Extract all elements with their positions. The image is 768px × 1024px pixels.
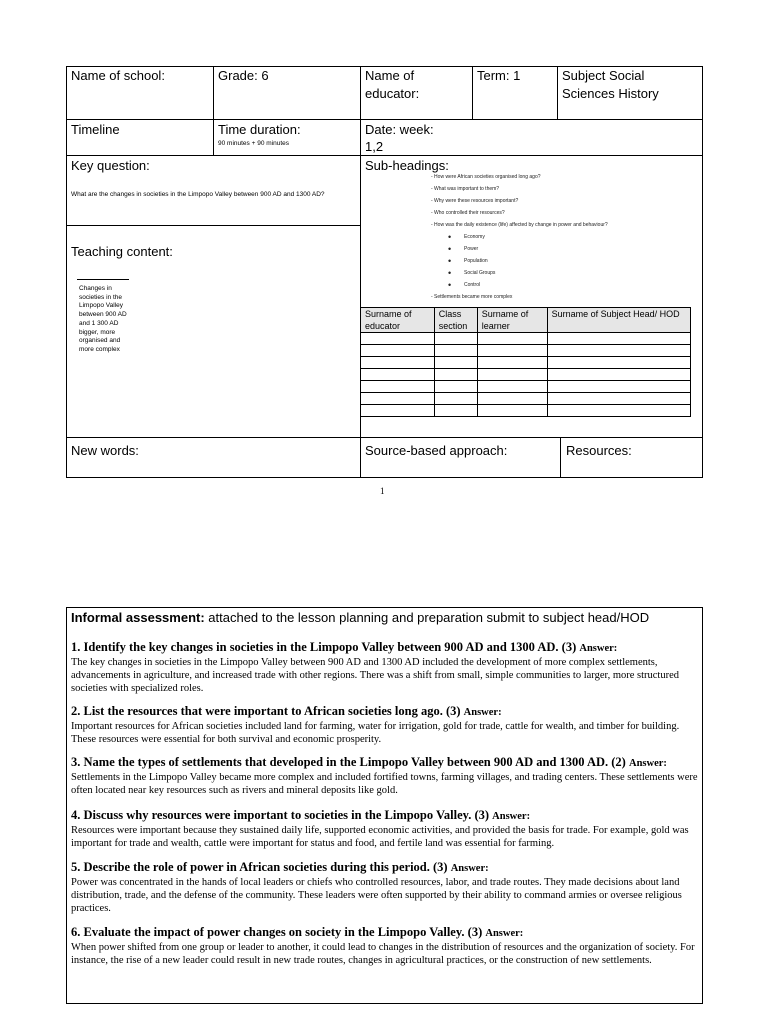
date-value: 1,2 bbox=[365, 139, 384, 154]
term-label: Term: 1 bbox=[477, 68, 521, 83]
teaching-content-label: Teaching content: bbox=[71, 244, 173, 259]
bullet-item: • Population bbox=[464, 255, 488, 267]
sub-heading-item: - Who controlled their resources? bbox=[431, 210, 505, 216]
answer-label: Answer: bbox=[628, 758, 667, 769]
header-class: Class section bbox=[434, 308, 477, 333]
duration-label: Time duration: bbox=[218, 122, 301, 137]
signoff-row[interactable] bbox=[361, 393, 691, 405]
header-educator: Surname of educator bbox=[361, 308, 435, 333]
bullet-item: • Economy bbox=[464, 231, 485, 243]
timeline-label: Timeline bbox=[71, 122, 120, 137]
answer-text: The key changes in societies in the Limpopo Valley between 900 AD and 1300 AD included the development of more complex settlements, advancements in agriculture, and increased trade with other regions. There was a shift from small, simple communities to larger, more structured societies with specialized roles. bbox=[71, 657, 680, 694]
signoff-table bbox=[360, 307, 691, 417]
teaching-content-text: Changes in societies in the Limpopo Valley between 900 AD and 1 300 AD bigger, more organised and more complex bbox=[79, 285, 127, 353]
educator-label: Name of educator: bbox=[365, 68, 420, 101]
school-label: Name of school: bbox=[71, 68, 165, 83]
question-block bbox=[71, 640, 699, 695]
signoff-row[interactable] bbox=[361, 357, 691, 369]
question-block bbox=[71, 808, 699, 850]
question-text: 2. List the resources that were important to African societies long ago. (3) bbox=[71, 704, 461, 718]
bullet-item: • Social Groups bbox=[464, 267, 495, 279]
answer-text: Resources were important because they sustained daily life, supported economic activities, and provided the basis for trade. For example, gold was important for trade and wealth, cattle were important for status and food, and fertile land was essential for farming. bbox=[71, 825, 689, 849]
answer-text: Power was concentrated in the hands of local leaders or chiefs who controlled resources, labor, and trade routes. They made decisions about land distribution, trade, and the defense of the community. These leaders were often supported by their ability to command armies or oversee religious practices. bbox=[71, 877, 682, 914]
divider bbox=[472, 66, 473, 119]
divider bbox=[66, 155, 703, 156]
question-text: 5. Describe the role of power in African societies during this period. (3) bbox=[71, 860, 448, 874]
key-question-text: What are the changes in societies in the Limpopo Valley between 900 AD and 1300 AD? bbox=[71, 191, 325, 198]
answer-text: Settlements in the Limpopo Valley became more complex and included fortified towns, farming villages, and trading centers. These settlements were often located near key resources such as rivers and mineral deposits like gold. bbox=[71, 772, 698, 796]
question-block bbox=[71, 755, 699, 797]
source-based-label: Source-based approach: bbox=[365, 443, 508, 458]
signoff-row[interactable] bbox=[361, 369, 691, 381]
divider bbox=[557, 66, 558, 119]
date-label: Date: week: bbox=[365, 122, 434, 137]
sub-heading-item: - How was the daily existence (life) affected by change in power and behaviour? bbox=[431, 222, 608, 228]
new-words-label: New words: bbox=[71, 443, 139, 458]
signoff-row[interactable] bbox=[361, 333, 691, 345]
question-block bbox=[71, 704, 699, 746]
answer-label: Answer: bbox=[579, 643, 618, 654]
signoff-row[interactable] bbox=[361, 381, 691, 393]
question-text: 6. Evaluate the impact of power changes on society in the Limpopo Valley. (3) bbox=[71, 925, 483, 939]
resources-label: Resources: bbox=[566, 443, 632, 458]
answer-label: Answer: bbox=[463, 707, 502, 718]
sub-headings-label: Sub-headings: bbox=[365, 158, 449, 173]
question-block bbox=[71, 860, 699, 915]
page-number: 1 bbox=[380, 486, 385, 496]
sub-heading-closing: - Settlements became more complex bbox=[431, 294, 513, 300]
question-block bbox=[71, 925, 699, 967]
answer-text: Important resources for African societies included land for farming, water for irrigation, gold for trade, cattle for wealth, and timber for building. These resources were essential for both survival and economic prosperity. bbox=[71, 721, 680, 745]
bullet-item: • Power bbox=[464, 243, 478, 255]
sub-heading-item: - What was important to them? bbox=[431, 186, 500, 192]
signoff-row[interactable] bbox=[361, 345, 691, 357]
divider bbox=[66, 119, 703, 120]
assessment-title-bold: Informal assessment: bbox=[71, 610, 205, 625]
sub-heading-item: - How were African societies organised long ago? bbox=[431, 174, 541, 180]
signoff-row[interactable] bbox=[361, 405, 691, 417]
header-hod: Surname of Subject Head/ HOD bbox=[547, 308, 690, 333]
bullet-item: • Control bbox=[464, 279, 480, 291]
divider bbox=[213, 66, 214, 155]
key-question-label: Key question: bbox=[71, 158, 150, 173]
assessment-title-rest: attached to the lesson planning and preparation submit to subject head/HOD bbox=[204, 610, 650, 625]
subject-label: Subject Social Sciences History bbox=[562, 68, 659, 101]
divider bbox=[66, 437, 703, 438]
answer-label: Answer: bbox=[485, 928, 524, 939]
grade-label: Grade: 6 bbox=[218, 68, 269, 83]
header-learner: Surname of learner bbox=[477, 308, 547, 333]
sub-heading-item: - Why were these resources important? bbox=[431, 198, 519, 204]
question-text: 1. Identify the key changes in societies in the Limpopo Valley between 900 AD and 1300 AD. (3) bbox=[71, 640, 577, 654]
divider bbox=[66, 225, 360, 226]
assessment-title bbox=[71, 610, 649, 626]
question-text: 3. Name the types of settlements that developed in the Limpopo Valley between 900 AD and 1300 AD. (2) bbox=[71, 755, 626, 769]
answer-label: Answer: bbox=[450, 863, 489, 874]
content-rule bbox=[77, 279, 129, 280]
answer-text: When power shifted from one group or leader to another, it could lead to changes in the distribution of resources and the organization of society. For instance, the rise of a new leader could result in new trade routes, changes in agricultural practices, or the construction of new settlements. bbox=[71, 942, 695, 966]
duration-value: 90 minutes + 90 minutes bbox=[218, 140, 289, 147]
answer-label: Answer: bbox=[492, 811, 531, 822]
question-text: 4. Discuss why resources were important to societies in the Limpopo Valley. (3) bbox=[71, 808, 490, 822]
divider bbox=[560, 437, 561, 478]
